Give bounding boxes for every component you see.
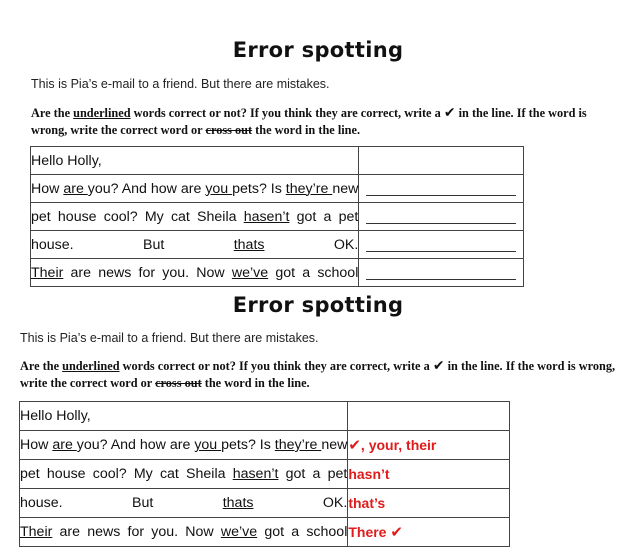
letter-text: Hello Holly, (20, 408, 91, 424)
letter-text: are news for you. Now (63, 264, 232, 281)
letter-text: How (20, 437, 53, 453)
letter-text: OK. (253, 495, 348, 511)
table-row (31, 147, 524, 175)
worksheet-answered (0, 290, 636, 549)
answer-text: There (348, 524, 391, 540)
letter-text: Hello Holly, (31, 152, 102, 169)
instr-part4: the word in the line. (252, 123, 361, 137)
instr-part2: words correct or not? If you think they are correct, write a (130, 106, 444, 120)
table-row (31, 231, 524, 259)
table-row (20, 431, 510, 460)
answer-cell (359, 147, 524, 175)
letter-text: pet house cool? My cat Sheila (31, 208, 244, 225)
check-mark-icon: ✔ (432, 358, 445, 374)
instr-part1: Are the (31, 106, 74, 120)
instructions (31, 105, 609, 139)
letter-text: got a school (268, 264, 359, 281)
table-row (20, 518, 510, 547)
underlined-word: Their (20, 524, 53, 540)
underlined-word: hasen’t (232, 466, 279, 482)
table-row (20, 489, 510, 518)
instr-crossout: cross out (155, 376, 202, 390)
instructions (20, 358, 616, 392)
table-row (20, 460, 510, 489)
letter-text: got a pet (289, 208, 359, 225)
underlined-word: we’ve (220, 524, 258, 540)
instr-underlined: underlined (73, 106, 131, 120)
letter-line (31, 259, 359, 287)
letter-line (20, 431, 348, 460)
underlined-word: hasen’t (243, 208, 290, 225)
instr-part3: in the line. If the word is wrong, write the correct word or (31, 106, 587, 137)
letter-table (19, 401, 510, 547)
letter-text: you? And how are (76, 437, 195, 453)
answer-line (366, 265, 516, 280)
letter-text: OK. (264, 236, 359, 253)
answer-text: hasn’t (348, 466, 390, 482)
underlined-word: thats (233, 236, 265, 253)
answer-line (366, 237, 516, 252)
answer-text: , your, their (360, 437, 437, 453)
letter-line (20, 489, 348, 518)
underlined-word: thats (222, 495, 254, 511)
answer-cell (348, 431, 510, 460)
instr-underlined: underlined (62, 359, 120, 373)
answer-cell (348, 460, 510, 489)
letter-text: house. But (20, 495, 223, 511)
check-mark-icon: ✔ (348, 436, 361, 454)
answer-cell (359, 259, 524, 287)
letter-text: are news for you. Now (52, 524, 221, 540)
letter-text: got a school (257, 524, 348, 540)
intro-text: This is Pia’s e-mail to a friend. But there are mistakes. (20, 331, 319, 345)
answer-text: that’s (348, 495, 386, 511)
underlined-word: they’re (274, 437, 322, 453)
table-row (31, 259, 524, 287)
table-row (31, 203, 524, 231)
check-mark-icon: ✔ (390, 523, 403, 541)
instr-part1: Are the (20, 359, 63, 373)
letter-text: you? And how are (87, 180, 206, 197)
answer-cell (359, 203, 524, 231)
letter-text: pets? Is (232, 180, 286, 197)
answer-line (366, 181, 516, 196)
letter-text: new (321, 437, 348, 453)
table-row (20, 402, 510, 431)
underlined-word: you (205, 180, 233, 197)
letter-text: How (31, 180, 64, 197)
underlined-word: are (63, 180, 88, 197)
letter-line (31, 175, 359, 203)
letter-text: new (332, 180, 359, 197)
letter-line (20, 518, 348, 547)
letter-line (31, 203, 359, 231)
answer-cell (348, 489, 510, 518)
letter-line (20, 402, 348, 431)
answer-line (366, 209, 516, 224)
letter-table (30, 146, 524, 287)
letter-text: pet house cool? My cat Sheila (20, 466, 233, 482)
instr-crossout: cross out (205, 123, 253, 137)
page-title: Error spotting (232, 38, 404, 62)
underlined-word: you (194, 437, 222, 453)
table-row (31, 175, 524, 203)
letter-line (20, 460, 348, 489)
instr-part2: words correct or not? If you think they are correct, write a (119, 359, 433, 373)
answer-cell (348, 402, 510, 431)
answer-cell (359, 175, 524, 203)
letter-line (31, 231, 359, 259)
underlined-word: Their (31, 264, 64, 281)
letter-text: got a pet (278, 466, 348, 482)
answer-cell (348, 518, 510, 547)
instr-part3: in the line. If the word is wrong, write the correct word or (20, 359, 616, 390)
underlined-word: we’ve (231, 264, 269, 281)
underlined-word: they’re (285, 180, 333, 197)
letter-line (31, 147, 359, 175)
check-mark-icon: ✔ (443, 105, 456, 121)
underlined-word: are (52, 437, 77, 453)
letter-text: house. But (31, 236, 234, 253)
page-title: Error spotting (232, 293, 404, 317)
instr-part4: the word in the line. (201, 376, 310, 390)
letter-text: pets? Is (221, 437, 275, 453)
intro-text: This is Pia’s e-mail to a friend. But there are mistakes. (31, 77, 330, 91)
answer-cell (359, 231, 524, 259)
